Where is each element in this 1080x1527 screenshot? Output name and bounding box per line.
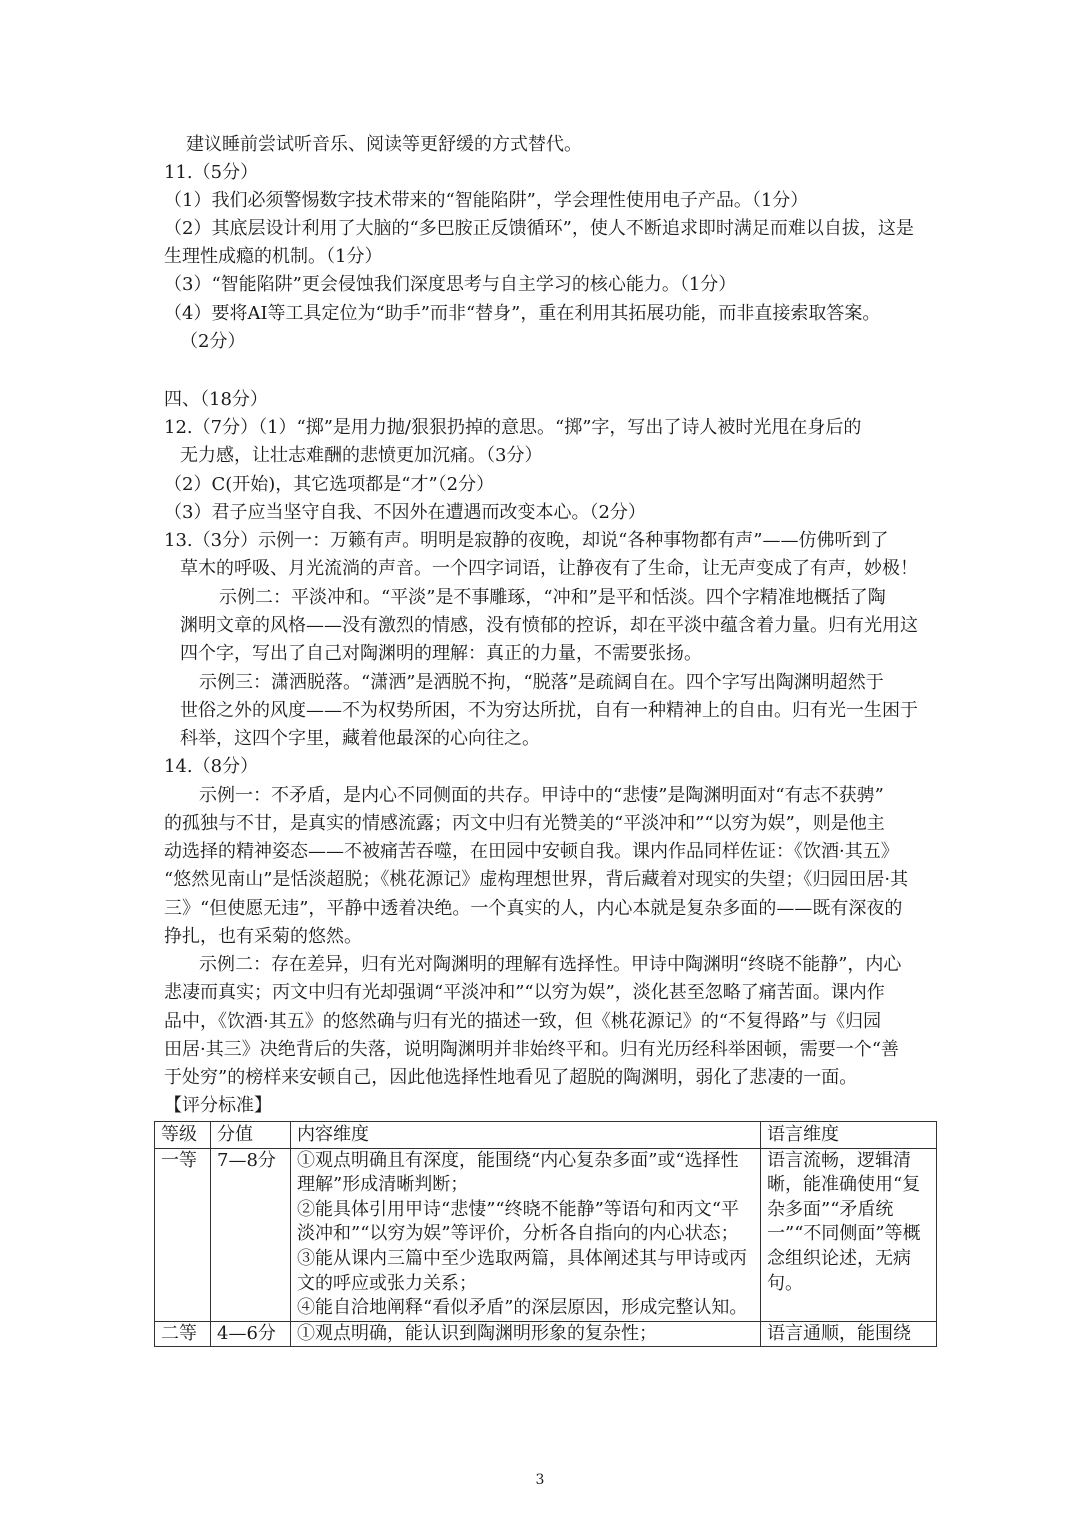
header-cell-score: 分值 xyxy=(211,1122,291,1149)
section-four-header: 四、（18分） xyxy=(164,389,268,410)
header-cell-content: 内容维度 xyxy=(291,1122,761,1149)
text-line: 草木的呼吸、月光流淌的声音。一个四字词语，让静夜有了生命，让无声变成了有声，妙极！ xyxy=(180,558,918,579)
text-line: 示例三：潇洒脱落。“潇洒”是洒脱不拘，“脱落”是疏阔自在。四个字写出陶渊明超然于 xyxy=(199,672,884,693)
question-11-header: 11.（5分） xyxy=(164,162,259,183)
score-cell: 7—8分 xyxy=(211,1148,291,1321)
text-line: 建议睡前尝试听音乐、阅读等更舒缓的方式替代。 xyxy=(186,134,582,155)
text-line: 田居·其三》决绝背后的失落，说明陶渊明并非始终平和。归有光历经科举困顿，需要一个“善 xyxy=(164,1039,899,1060)
text-line: （2）C(开始)，其它选项都是“才”（2分） xyxy=(164,474,495,495)
text-line: 四个字，写出了自己对陶渊明的理解：真正的力量，不需要张扬。 xyxy=(180,643,702,664)
question-14-header: 14.（8分） xyxy=(164,756,259,777)
text-line: 渊明文章的风格——没有激烈的情感，没有愤郁的控诉，却在平淡中蕴含着力量。归有光用这 xyxy=(180,615,918,636)
table-row xyxy=(155,1148,937,1321)
text-line: 挣扎，也有采菊的悠然。 xyxy=(164,926,362,947)
content-cell xyxy=(291,1321,761,1347)
text-line: 品中，《饮酒·其五》的悠然确与归有光的描述一致，但《桃花源记》的“不复得路”与《归园 xyxy=(164,1011,882,1032)
criterion-item: ③能从课内三篇中至少选取两篇，具体阐述其与甲诗或丙文的呼应或张力关系； xyxy=(297,1247,747,1294)
text-line: （3）君子应当坚守自我、不因外在遭遇而改变本心。（2分） xyxy=(164,502,646,523)
question-12-line: 12.（7分）（1）“掷”是用力抛/狠狠扔掉的意思。“掷”字，写出了诗人被时光甩在身后的 xyxy=(164,417,862,438)
text-line: 三》“但使愿无违”，平静中透着决绝。一个真实的人，内心本就是复杂多面的——既有深夜的 xyxy=(164,898,903,919)
grade-cell: 二等 xyxy=(155,1321,211,1347)
language-cell: 语言通顺，能围绕 xyxy=(761,1321,937,1347)
text-line: 示例一：不矛盾，是内心不同侧面的共存。甲诗中的“悲悽”是陶渊明面对“有志不获骋” xyxy=(199,785,884,806)
grade-cell: 一等 xyxy=(155,1148,211,1321)
text-line: 的孤独与不甘，是真实的情感流露；丙文中归有光赞美的“平淡冲和”“以穷为娱”，则是他主 xyxy=(164,813,885,834)
text-line: 生理性成瘾的机制。（1分） xyxy=(164,246,383,267)
content-cell xyxy=(291,1148,761,1321)
text-line: （2分） xyxy=(180,331,246,352)
criterion-item: ①观点明确且有深度，能围绕“内心复杂多面”或“选择性理解”形成清晰判断； xyxy=(297,1149,739,1196)
question-13-line: 13.（3分）示例一：万籁有声。明明是寂静的夜晚，却说“各种事物都有声”——仿佛听到了 xyxy=(164,530,889,551)
text-line: 动选择的精神姿态——不被痛苦吞噬，在田园中安顿自我。课内作品同样佐证：《饮酒·其五》 xyxy=(164,841,899,862)
text-line: 科举，这四个字里，藏着他最深的心向往之。 xyxy=(180,728,540,749)
criterion-item: ④能自洽地阐释“看似矛盾”的深层原因，形成完整认知。 xyxy=(297,1297,748,1319)
text-line: （4）要将AI等工具定位为“助手”而非“替身”，重在利用其拓展功能，而非直接索取答案。 xyxy=(164,303,881,324)
text-line: （3）“智能陷阱”更会侵蚀我们深度思考与自主学习的核心能力。（1分） xyxy=(164,274,737,295)
text-line: 于处穷”的榜样来安顿自己，因此他选择性地看见了超脱的陶渊明，弱化了悲凄的一面。 xyxy=(164,1067,858,1088)
page-number: 3 xyxy=(535,1472,545,1488)
text-line: 悲凄而真实；丙文中归有光却强调“平淡冲和”“以穷为娱”，淡化甚至忽略了痛苦面。课内作 xyxy=(164,982,885,1003)
score-cell: 4—6分 xyxy=(211,1321,291,1347)
criterion-item: ①观点明确，能认识到陶渊明形象的复杂性； xyxy=(297,1322,657,1344)
text-line: （2）其底层设计利用了大脑的“多巴胺正反馈循环”，使人不断追求即时满足而难以自拔，这是 xyxy=(164,218,914,239)
text-line: “悠然见南山”是恬淡超脱；《桃花源记》虚构理想世界，背后藏着对现实的失望；《归园田居·其 xyxy=(164,869,909,890)
header-cell-language: 语言维度 xyxy=(761,1122,937,1149)
scoring-criteria-title: 【评分标准】 xyxy=(164,1095,272,1116)
table-row xyxy=(155,1321,937,1347)
text-line: 无力感，让壮志难酬的悲愤更加沉痛。（3分） xyxy=(180,445,543,466)
text-line: 世俗之外的风度——不为权势所困，不为穷达所扰，自有一种精神上的自由。归有光一生困于 xyxy=(180,700,918,721)
text-line: （1）我们必须警惕数字技术带来的“智能陷阱”，学会理性使用电子产品。（1分） xyxy=(164,190,809,211)
table-header-row xyxy=(155,1122,937,1149)
scoring-table xyxy=(154,1121,937,1347)
language-cell: 语言流畅，逻辑清晰，能准确使用“复杂多面”“矛盾统一”“不同侧面”等概念组织论述，无病句。 xyxy=(761,1148,937,1321)
text-line: 示例二：存在差异，归有光对陶渊明的理解有选择性。甲诗中陶渊明“终晓不能静”，内心 xyxy=(199,954,902,975)
header-cell-grade: 等级 xyxy=(155,1122,211,1149)
text-line: 示例二：平淡冲和。“平淡”是不事雕琢，“冲和”是平和恬淡。四个字精准地概括了陶 xyxy=(219,587,886,608)
criterion-item: ②能具体引用甲诗“悲悽”“终晓不能静”等语句和丙文“平淡冲和”“以穷为娱”等评价，分析各自指向的内心状态； xyxy=(297,1198,740,1245)
